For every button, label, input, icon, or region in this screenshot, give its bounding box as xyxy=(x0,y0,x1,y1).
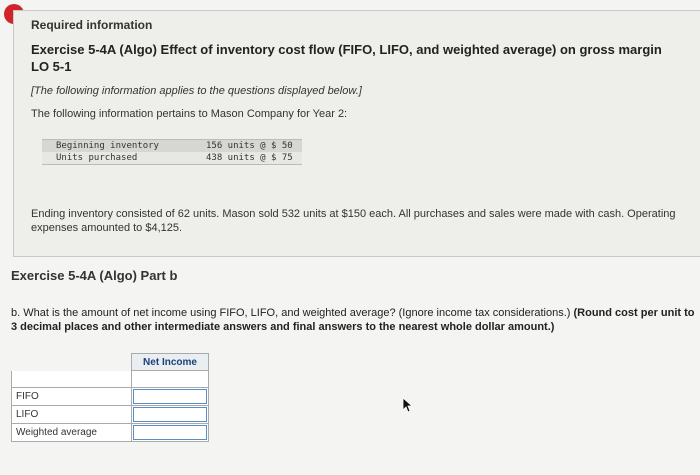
info-note: [The following information applies to the questions displayed below.] xyxy=(31,85,362,97)
row-label-fifo: FIFO xyxy=(12,388,132,406)
net-income-header: Net Income xyxy=(132,354,209,371)
answer-table xyxy=(11,353,209,442)
question-text xyxy=(11,306,700,334)
table-row xyxy=(12,388,209,406)
intro-text: The following information pertains to Mason Company for Year 2: xyxy=(31,108,348,120)
inventory-row-value: 156 units @ $ 50 xyxy=(206,141,293,151)
table-row xyxy=(12,406,209,424)
question-plain: b. What is the amount of net income using FIFO, LIFO, and weighted average? (Ignore income tax considerations.) xyxy=(11,307,574,319)
inventory-table xyxy=(42,139,302,165)
inventory-row xyxy=(42,140,302,152)
fifo-net-income-input[interactable] xyxy=(133,389,207,404)
lifo-net-income-input[interactable] xyxy=(133,407,207,422)
weighted-average-net-income-input[interactable] xyxy=(133,425,207,440)
row-label-lifo: LIFO xyxy=(12,406,132,424)
table-row xyxy=(12,424,209,442)
inventory-row-label: Units purchased xyxy=(56,153,138,163)
required-information-heading: Required information xyxy=(31,18,153,32)
mouse-cursor-icon xyxy=(402,397,416,413)
part-title: Exercise 5-4A (Algo) Part b xyxy=(11,268,178,283)
inventory-row-value: 438 units @ $ 75 xyxy=(206,153,293,163)
question-instruction: (Round cost per unit to 3 decimal places and other intermediate answers and final answers to the nearest whole dollar amount.) xyxy=(11,307,695,333)
inventory-row xyxy=(42,152,302,165)
exercise-title: Exercise 5-4A (Algo) Effect of inventory cost flow (FIFO, LIFO, and weighted average) on gross margin LO 5-1 xyxy=(31,42,662,74)
inventory-row-label: Beginning inventory xyxy=(56,141,159,151)
row-label-weighted-average: Weighted average xyxy=(12,424,132,442)
details-text: Ending inventory consisted of 62 units. Mason sold 532 units at $150 each. All purchases and sales were made with cash. Operating expenses amounted to $4,125. xyxy=(31,208,676,234)
